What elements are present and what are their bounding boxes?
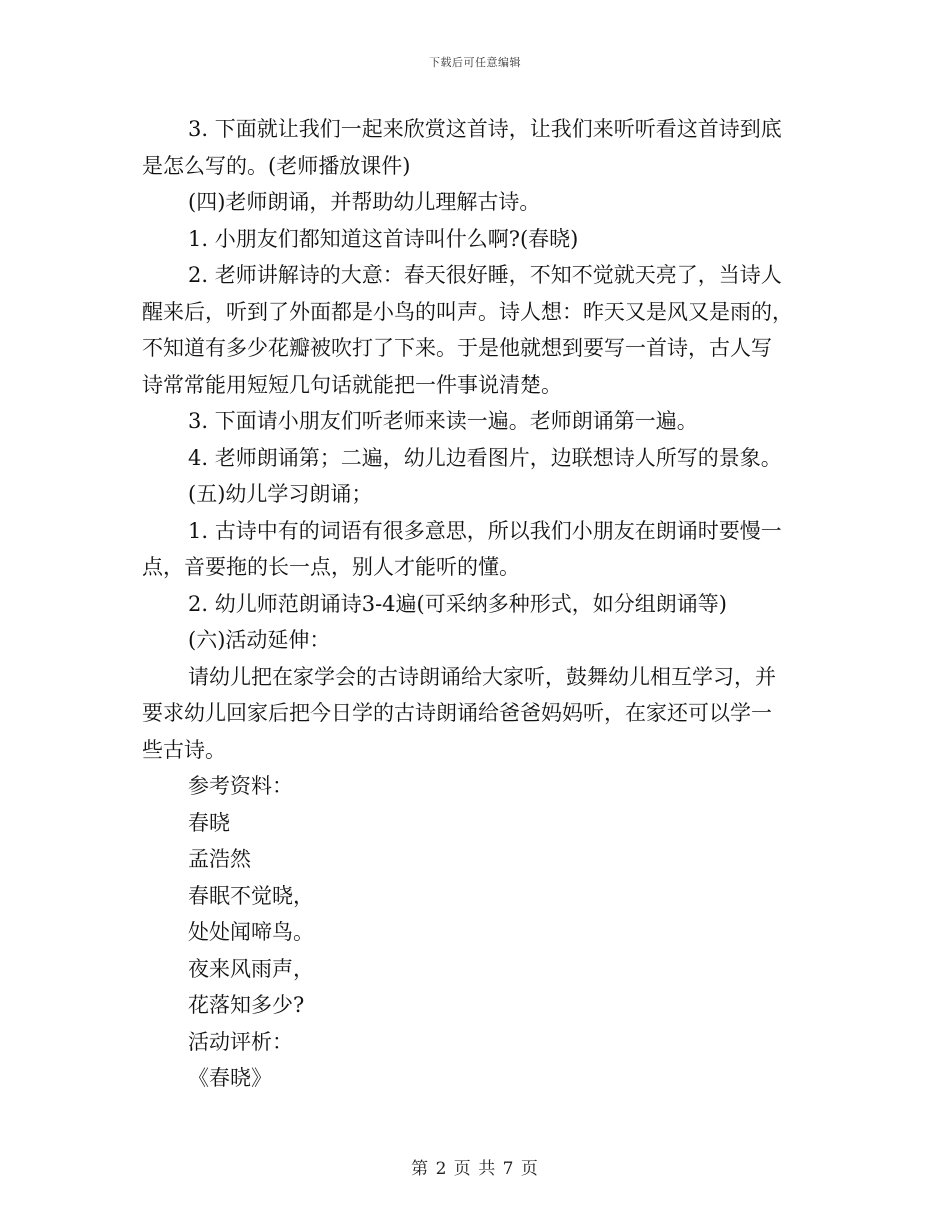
paragraph-line: 点，音要拖的长一点，别人才能听的懂。 — [142, 555, 520, 579]
paragraph-line: 3. 下面就让我们一起来欣赏这首诗，让我们来听听看这首诗到底 — [188, 117, 782, 141]
paragraph-line: 1. 小朋友们都知道这首诗叫什么啊?(春晓) — [188, 226, 579, 251]
poem-author: 孟浩然 — [188, 847, 251, 871]
poem-line: 花落知多少? — [188, 993, 305, 1017]
paragraph-line: 2. 老师讲解诗的大意：春天很好睡，不知不觉就天亮了，当诗人 — [188, 263, 782, 287]
paragraph-line: 1. 古诗中有的词语有很多意思，所以我们小朋友在朗诵时要慢一 — [188, 518, 782, 543]
paragraph-line: 请幼儿把在家学会的古诗朗诵给大家听，鼓舞幼儿相互学习，并 — [188, 664, 776, 689]
paragraph-line: 诗常常能用短短几句话就能把一件事说清楚。 — [142, 372, 562, 397]
paragraph-line: 4. 老师朗诵第；二遍，幼儿边看图片，边联想诗人所写的景象。 — [188, 445, 782, 470]
paragraph-line: 些古诗。 — [142, 737, 226, 762]
paragraph-line: 不知道有多少花瓣被吹打了下来。于是他就想到要写一首诗，古人写 — [142, 336, 772, 360]
reference-label: 参考资料： — [188, 774, 293, 798]
body-text — [142, 111, 810, 1097]
poem-line: 处处闻啼鸟。 — [188, 920, 314, 944]
page-number: 第 2 页 共 7 页 — [411, 1159, 539, 1179]
section-heading: (五)幼儿学习朗诵； — [188, 482, 373, 506]
section-heading: (六)活动延伸： — [188, 628, 331, 652]
paragraph-line: 要求幼儿回家后把今日学的古诗朗诵给爸爸妈妈听，在家还可以学一 — [142, 701, 772, 725]
paragraph-line: 2. 幼儿师范朗诵诗3-4遍(可采纳多种形式，如分组朗诵等) — [188, 591, 727, 616]
poem-line: 夜来风雨声， — [188, 956, 314, 981]
poem-line: 春眠不觉晓， — [188, 883, 314, 908]
section-heading: (四)老师朗诵，并帮助幼儿理解古诗。 — [188, 190, 541, 214]
paragraph-line: 醒来后，听到了外面都是小鸟的叫声。诗人想：昨天又是风又是雨的， — [142, 299, 793, 324]
paragraph-line: 是怎么写的。(老师播放课件) — [142, 153, 411, 178]
poem-title: 春晓 — [188, 810, 230, 835]
analysis-title: 《春晓》 — [188, 1066, 272, 1090]
page-header: 下载后可任意编辑 — [429, 56, 521, 69]
analysis-label: 活动评析： — [188, 1029, 293, 1054]
paragraph-line: 3. 下面请小朋友们听老师来读一遍。老师朗诵第一遍。 — [188, 409, 698, 433]
